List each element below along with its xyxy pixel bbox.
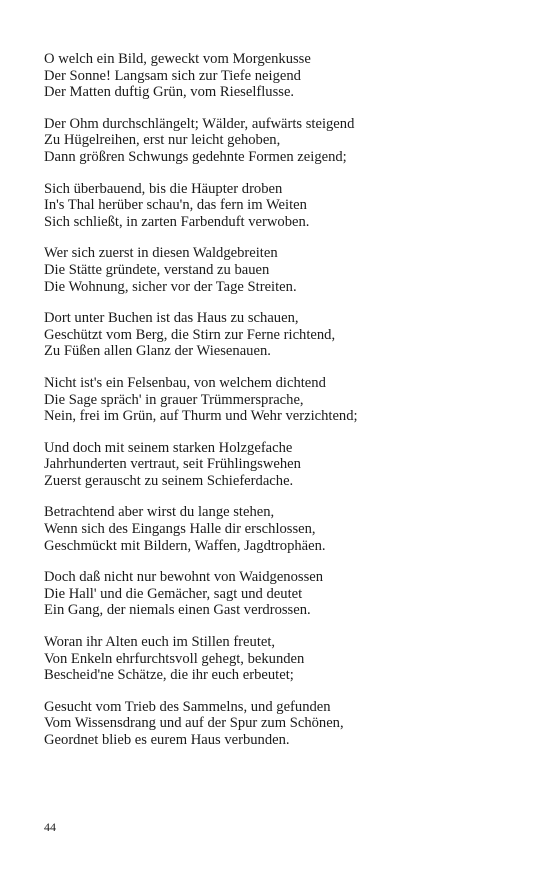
verse-line: Ein Gang, der niemals einen Gast verdrossen. <box>44 602 311 619</box>
verse-line: Sich überbauend, bis die Häupter droben <box>44 180 283 197</box>
verse-line: Dann größren Schwungs gedehnte Formen zeigend; <box>44 148 347 165</box>
verse-line: Betrachtend aber wirst du lange stehen, <box>44 504 275 521</box>
stanza-6 <box>44 375 514 425</box>
verse-line: In's Thal herüber schau'n, das fern im Weiten <box>44 197 307 214</box>
stanza-3 <box>44 181 514 231</box>
verse-line: Dort unter Buchen ist das Haus zu schauen, <box>44 310 299 327</box>
verse-line: Und doch mit seinem starken Holzgefache <box>44 439 293 456</box>
verse-line: Wenn sich des Eingangs Halle dir erschlossen, <box>44 521 316 538</box>
stanza-1 <box>44 51 514 101</box>
stanza-2 <box>44 116 514 166</box>
stanza-11 <box>44 699 514 749</box>
verse-line: Jahrhunderten vertraut, seit Frühlingswehen <box>44 456 301 473</box>
verse-line: Vom Wissensdrang und auf der Spur zum Schönen, <box>44 715 344 732</box>
verse-line: Zuerst gerauscht zu seinem Schieferdache. <box>44 472 294 489</box>
verse-line: Die Wohnung, sicher vor der Tage Streiten. <box>44 278 297 295</box>
page-number: 44 <box>44 820 56 834</box>
verse-line: Gesucht vom Trieb des Sammelns, und gefunden <box>44 698 331 715</box>
verse-line: Geschützt vom Berg, die Stirn zur Ferne richtend, <box>44 326 336 343</box>
stanza-10 <box>44 634 514 684</box>
verse-line: Doch daß nicht nur bewohnt von Waidgenossen <box>44 569 324 586</box>
stanza-9 <box>44 569 514 619</box>
verse-line: Nein, frei im Grün, auf Thurm und Wehr verzichtend; <box>44 408 358 425</box>
verse-line: Die Sage spräch' in grauer Trümmersprache, <box>44 391 304 408</box>
verse-line: Bescheid'ne Schätze, die ihr euch erbeutet; <box>44 667 294 684</box>
verse-line: Woran ihr Alten euch im Stillen freutet, <box>44 634 276 651</box>
verse-line: Der Sonne! Langsam sich zur Tiefe neigend <box>44 67 301 84</box>
stanza-4 <box>44 245 514 295</box>
verse-line: Die Stätte gründete, verstand zu bauen <box>44 261 270 278</box>
verse-line: O welch ein Bild, geweckt vom Morgenkusse <box>44 51 311 67</box>
verse-line: Sich schließt, in zarten Farbenduft verwoben. <box>44 213 310 230</box>
stanza-7 <box>44 440 514 490</box>
verse-line: Nicht ist's ein Felsenbau, von welchem dichtend <box>44 374 326 391</box>
verse-line: Wer sich zuerst in diesen Waldgebreiten <box>44 245 278 262</box>
verse-line: Von Enkeln ehrfurchtsvoll gehegt, bekunden <box>44 650 305 667</box>
stanza-8 <box>44 504 514 554</box>
verse-line: Zu Hügelreihen, erst nur leicht gehoben, <box>44 132 281 149</box>
verse-line: Geschmückt mit Bildern, Waffen, Jagdtrophäen. <box>44 537 326 554</box>
verse-line: Der Matten duftig Grün, vom Rieselflusse. <box>44 84 295 101</box>
poem-body <box>44 51 514 764</box>
verse-line: Der Ohm durchschlängelt; Wälder, aufwärts steigend <box>44 115 355 132</box>
stanza-5 <box>44 310 514 360</box>
verse-line: Geordnet blieb es eurem Haus verbunden. <box>44 732 290 748</box>
verse-line: Zu Füßen allen Glanz der Wiesenauen. <box>44 343 271 360</box>
verse-line: Die Hall' und die Gemächer, sagt und deutet <box>44 585 303 602</box>
